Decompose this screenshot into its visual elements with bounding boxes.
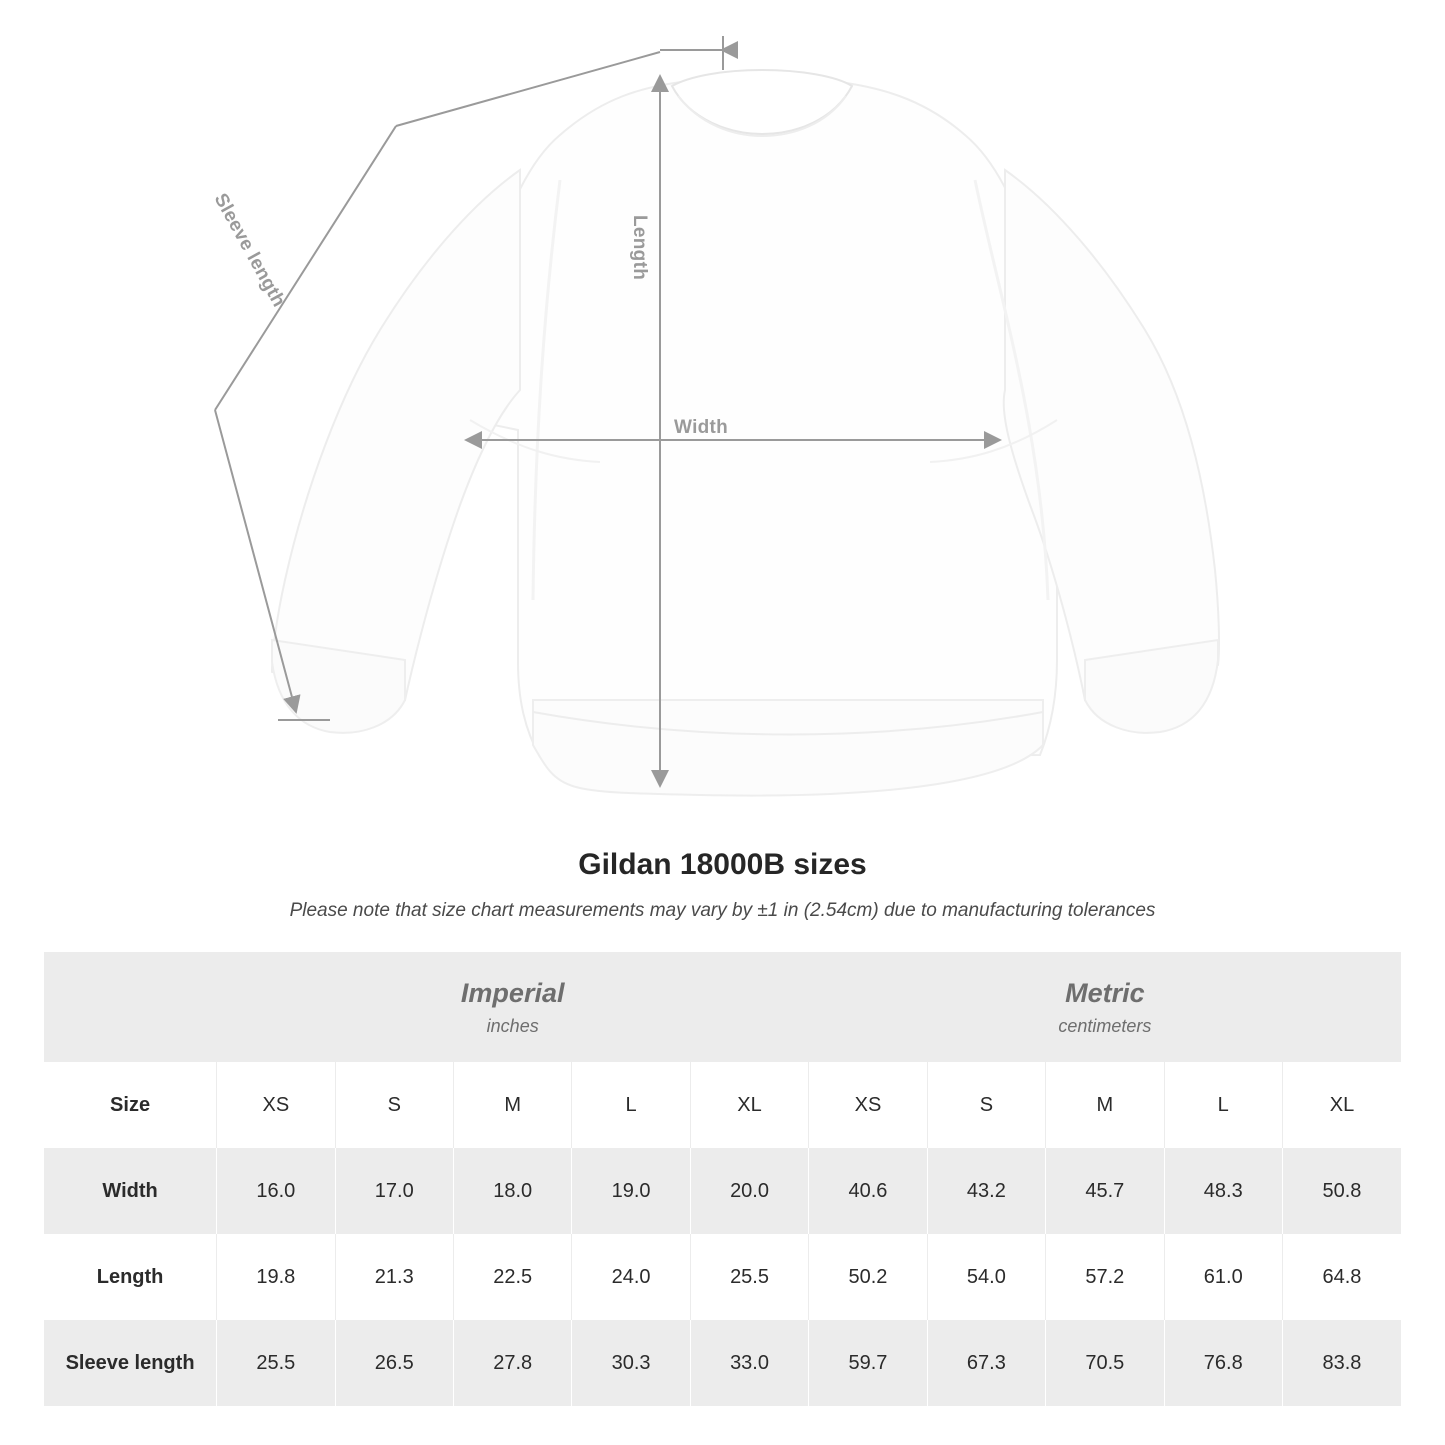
- unit-name-metric: Metric: [1065, 978, 1145, 1009]
- size-header-cell: Size: [44, 1062, 217, 1148]
- size-cell-l-metric: L: [1164, 1062, 1282, 1148]
- table-row: [44, 1234, 1401, 1320]
- cell-length-xl-in: 25.5: [690, 1234, 808, 1320]
- cell-width-l-in: 19.0: [572, 1148, 690, 1234]
- cell-length-s-in: 21.3: [335, 1234, 453, 1320]
- table-row: [44, 1320, 1401, 1406]
- width-label: Width: [674, 417, 729, 438]
- row-label-length: Length: [44, 1234, 217, 1320]
- size-cell-xs-metric: XS: [809, 1062, 927, 1148]
- cell-length-m-cm: 57.2: [1046, 1234, 1164, 1320]
- cell-sleeve-l-cm: 76.8: [1164, 1320, 1282, 1406]
- cell-length-m-in: 22.5: [453, 1234, 571, 1320]
- cell-sleeve-xl-in: 33.0: [690, 1320, 808, 1406]
- size-header-row: [44, 1062, 1401, 1148]
- size-cell-xs-imperial: XS: [217, 1062, 335, 1148]
- size-cell-s-metric: S: [927, 1062, 1045, 1148]
- cell-width-m-in: 18.0: [453, 1148, 571, 1234]
- cell-length-xl-cm: 64.8: [1282, 1234, 1401, 1320]
- unit-name-imperial: Imperial: [460, 978, 565, 1009]
- sweatshirt-shape: [272, 70, 1219, 796]
- cell-width-s-cm: 43.2: [927, 1148, 1045, 1234]
- size-cell-l-imperial: L: [572, 1062, 690, 1148]
- cell-width-xs-cm: 40.6: [809, 1148, 927, 1234]
- unit-header-metric: [809, 952, 1401, 1062]
- row-label-sleeve-length: Sleeve length: [44, 1320, 217, 1406]
- row-label-width: Width: [44, 1148, 217, 1234]
- cell-length-l-in: 24.0: [572, 1234, 690, 1320]
- cell-length-l-cm: 61.0: [1164, 1234, 1282, 1320]
- unit-header-imperial: [217, 952, 809, 1062]
- cell-length-xs-cm: 50.2: [809, 1234, 927, 1320]
- cell-width-xl-cm: 50.8: [1282, 1148, 1401, 1234]
- length-label: Length: [629, 215, 650, 281]
- table-row: [44, 1148, 1401, 1234]
- size-cell-m-imperial: M: [453, 1062, 571, 1148]
- cell-length-s-cm: 54.0: [927, 1234, 1045, 1320]
- unit-sub-imperial: inches: [486, 1015, 539, 1036]
- cell-sleeve-s-cm: 67.3: [927, 1320, 1045, 1406]
- size-table-wrapper: [44, 952, 1401, 1406]
- cell-sleeve-xs-in: 25.5: [217, 1320, 335, 1406]
- unit-sub-metric: centimeters: [1058, 1015, 1152, 1036]
- titles-block: [0, 848, 1445, 922]
- size-cell-xl-imperial: XL: [690, 1062, 808, 1148]
- cell-sleeve-m-cm: 70.5: [1046, 1320, 1164, 1406]
- page-title: Gildan 18000B sizes: [578, 848, 867, 881]
- cell-sleeve-l-in: 30.3: [572, 1320, 690, 1406]
- cell-length-xs-in: 19.8: [217, 1234, 335, 1320]
- cell-width-m-cm: 45.7: [1046, 1148, 1164, 1234]
- size-cell-xl-metric: XL: [1282, 1062, 1401, 1148]
- cell-width-s-in: 17.0: [335, 1148, 453, 1234]
- size-table: [44, 952, 1401, 1406]
- cell-width-xl-in: 20.0: [690, 1148, 808, 1234]
- size-cell-m-metric: M: [1046, 1062, 1164, 1148]
- cell-sleeve-m-in: 27.8: [453, 1320, 571, 1406]
- sleeve-length-label: Sleeve length: [209, 190, 290, 311]
- unit-header-row: [44, 952, 1401, 1062]
- cell-sleeve-xl-cm: 83.8: [1282, 1320, 1401, 1406]
- cell-width-xs-in: 16.0: [217, 1148, 335, 1234]
- cell-sleeve-xs-cm: 59.7: [809, 1320, 927, 1406]
- cell-width-l-cm: 48.3: [1164, 1148, 1282, 1234]
- tolerance-note: Please note that size chart measurements may vary by ±1 in (2.54cm) due to manufacturing tolerances: [289, 900, 1156, 921]
- size-cell-s-imperial: S: [335, 1062, 453, 1148]
- cell-sleeve-s-in: 26.5: [335, 1320, 453, 1406]
- unit-header-empty: [44, 952, 217, 1062]
